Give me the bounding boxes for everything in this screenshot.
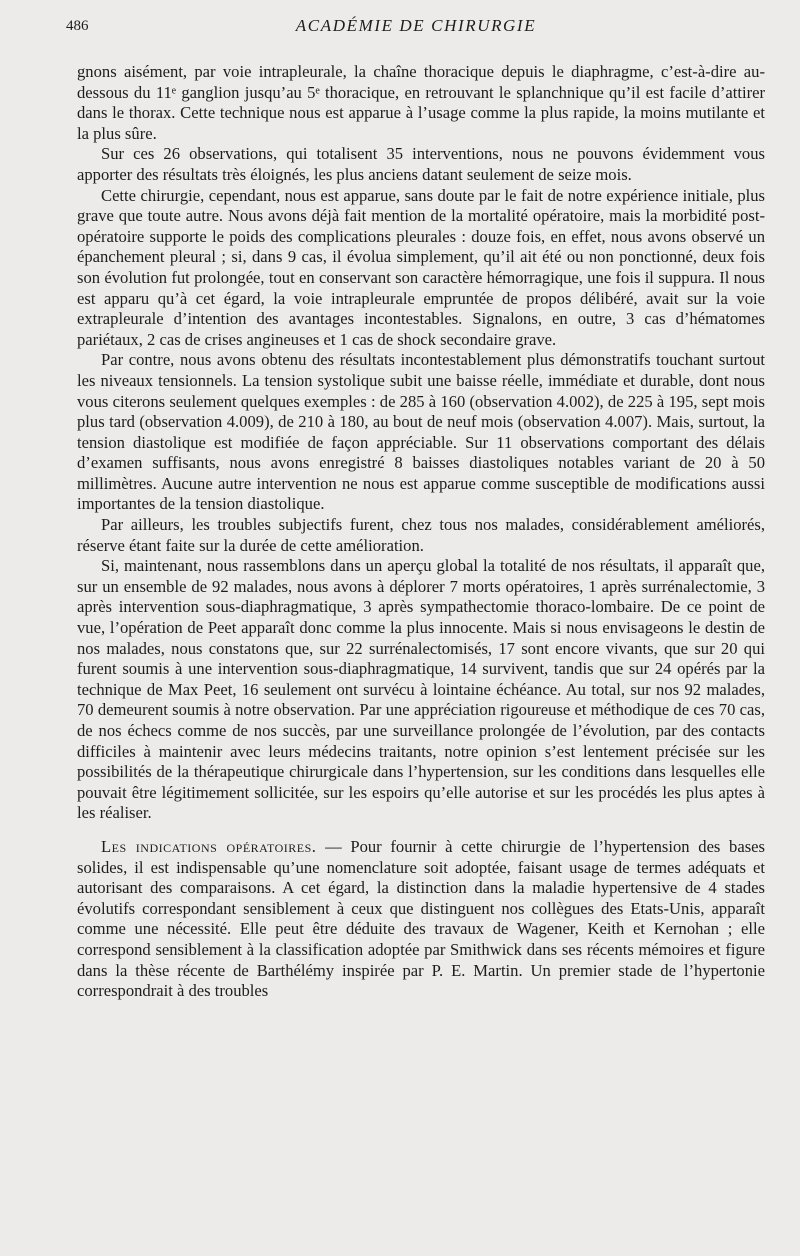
page-number: 486 [66, 18, 89, 34]
paragraph: gnons aisément, par voie intrapleurale, la chaîne thoracique depuis le diaphragme, c’est-à-dire au-dessous du 11ᵉ ganglion jusqu’au 5ᵉ thoracique, en retrouvant le splanchnique qu’il est facile d’attirer dans le thorax. Cette technique nous est apparue à l’usage comme la plus rapide, la moins mutilante et la plus sûre. [77, 62, 765, 143]
section-heading: Les indications opératoires. [101, 836, 317, 856]
paragraph: Par contre, nous avons obtenu des résultats incontestablement plus démonstratifs touchant surtout les niveaux tensionnels. La tension systolique subit une baisse réelle, immédiate et durable, dont nous vous citerons seulement quelques exemples : de 285 à 160 (observation 4.002), de 225 à 195, sept mois plus tard (observation 4.009), de 210 à 180, au bout de neuf mois (observation 4.007). Mais, surtout, la tension diastolique est modifiée de façon appréciable. Sur 11 observations comportant des délais d’examen suffisants, nous avons enregistré 8 baisses diastoliques notables variant de 20 à 50 millimètres. Aucune autre intervention ne nous est apparue comme susceptible de modifications aussi importantes de la tension diastolique. [77, 350, 765, 514]
paragraph: Par ailleurs, les troubles subjectifs furent, chez tous nos malades, considérablement améliorés, réserve étant faite sur la durée de cette amélioration. [77, 515, 765, 555]
section-text: Pour fournir à cette chirurgie de l’hypertension des bases solides, il est indispensable qu’une nomenclature soit adoptée, faisant usage de termes adéquats et autorisant des comparaisons. A cet égard, la distinction dans la maladie hypertensive de 4 stades évolutifs correspondant sensiblement à ceux que distinguent nos collègues des Etats-Unis, apparaît comme une nécessité. Elle peut être déduite des travaux de Wagener, Keith et Kernohan ; elle correspond sensiblement à la classification adoptée par Smithwick dans ses récents mémoires et figure dans la thèse récente de Barthélémy inspirée par P. E. Martin. Un premier stade de l’hypertonie correspondrait à des troubles [77, 836, 766, 1001]
section-dash: — [316, 836, 351, 856]
paragraph: Si, maintenant, nous rassemblons dans un aperçu global la totalité de nos résultats, il apparaît que, sur un ensemble de 92 malades, nous avons à déplorer 7 morts opératoires, 1 après surrénalectomie, 3 après intervention sous-diaphragmatique, 3 après sympathectomie thoraco-lombaire. De ce point de vue, l’opération de Peet apparaît donc comme la plus innocente. Mais si nous envisageons le destin de nos malades, nous constatons que, sur 22 surrénalectomisés, 17 sont encore vivants, que sur 20 qui furent soumis à une intervention sous-diaphragmatique, 14 survivent, tandis que sur 24 opérés par la technique de Max Peet, 16 seulement ont survécu à lointaine échéance. Au total, sur nos 92 malades, 70 demeurent soumis à notre observation. Par une appréciation rigoureuse et méthodique de ces 70 cas, de nos échecs comme de nos succès, par une surveillance prolongée de l’évolution, par des contacts difficiles à maintenir avec leurs médecins traitants, notre opinion s’est lentement précisée sur les possibilités de la thérapeutique chirurgicale dans l’hypertension, sur les conditions dans lesquelles elle pouvait être légitimement sollicitée, sur les espoirs qu’elle autorise et sur les procédés les plus aptes à les réaliser. [77, 556, 765, 823]
paragraph: Cette chirurgie, cependant, nous est apparue, sans doute par le fait de notre expérience initiale, plus grave que toute autre. Nous avons déjà fait mention de la mortalité opératoire, mais la morbidité post-opératoire supporte le poids des complications pleurales : douze fois, en effet, nous avons observé un épanchement pleural ; si, dans 9 cas, il évolua simplement, qu’il ait été ou non ponctionné, deux fois son évolution fut prolongée, tout en conservant son caractère hémorragique, une fois il suppura. Il nous est apparu qu’à cet égard, la voie intrapleurale empruntée de propos délibéré, avait sur la voie extrapleurale d’intention des avantages incontestables. Signalons, en outre, 3 cas d’hématomes pariétaux, 2 cas de crises angineuses et 1 cas de shock secondaire grave. [77, 185, 765, 349]
body-text [77, 62, 765, 1002]
paragraph: Sur ces 26 observations, qui totalisent 35 interventions, nous ne pouvons évidemment vous apporter des résultats très éloignés, les plus anciens datant seulement de seize mois. [77, 144, 765, 184]
running-title: ACADÉMIE DE CHIRURGIE [295, 16, 537, 35]
section-paragraph [77, 837, 765, 1002]
page-header [66, 14, 766, 42]
